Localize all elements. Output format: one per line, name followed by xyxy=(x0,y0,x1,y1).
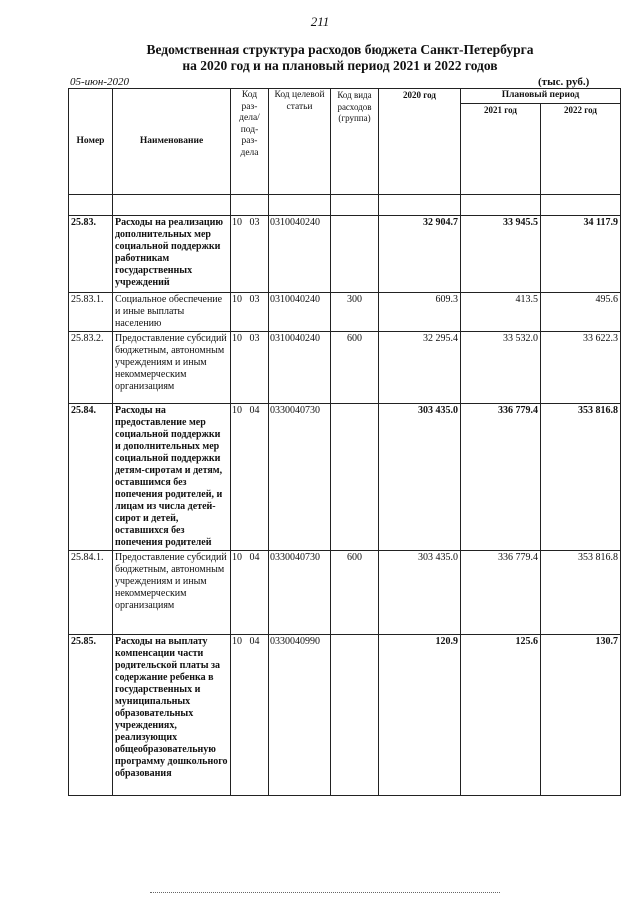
row-2020: 32 904.7 xyxy=(379,216,461,293)
table-row xyxy=(69,551,621,635)
row-razdel: 10 03 xyxy=(231,293,269,332)
header-vid: Код вида расходов (группа) xyxy=(331,89,379,195)
header-plan: Плановый период xyxy=(461,89,621,104)
row-number: 25.83.1. xyxy=(69,293,113,332)
header-name: Наименование xyxy=(113,89,231,195)
page-number: 211 xyxy=(310,14,330,29)
row-2021: 125.6 xyxy=(461,635,541,796)
header-tselevoy: Код целевой статьи xyxy=(269,89,331,195)
footer-scan-line xyxy=(150,892,500,895)
row-2022: 130.7 xyxy=(541,635,621,796)
row-name: Расходы на реализацию дополнительных мер социальной поддержки работникам государственных учреждений xyxy=(113,216,231,293)
row-2020: 120.9 xyxy=(379,635,461,796)
row-razdel: 10 04 xyxy=(231,404,269,551)
units-label: (тыс. руб.) xyxy=(538,76,590,88)
row-tselevoy: 0330040730 xyxy=(269,551,331,635)
row-vid xyxy=(331,216,379,293)
row-2021: 33 532.0 xyxy=(461,332,541,404)
row-2022: 495.6 xyxy=(541,293,621,332)
row-vid xyxy=(331,404,379,551)
row-2021: 336 779.4 xyxy=(461,404,541,551)
document-date: 05-июн-2020 xyxy=(70,76,130,88)
row-name: Предоставление субсидий бюджетным, автономным учреждениям и иным некоммерческим организациям xyxy=(113,332,231,404)
row-tselevoy: 0310040240 xyxy=(269,332,331,404)
row-name: Расходы на предоставление мер социальной поддержки и дополнительных мер социальной поддержки детям-сиротам и детям, оставшимся без попечения родителей, и лицам из числа детей-сирот и детей, оставшихся без попечения родителей xyxy=(113,404,231,551)
row-razdel: 10 04 xyxy=(231,551,269,635)
header-2022: 2022 год xyxy=(541,104,621,195)
title-line-1: Ведомственная структура расходов бюджета Санкт-Петербурга xyxy=(146,42,534,57)
header-2020: 2020 год xyxy=(379,89,461,195)
row-name: Социальное обеспечение и иные выплаты населению xyxy=(113,293,231,332)
row-name: Расходы на выплату компенсации части родительской платы за содержание ребенка в государственных и муниципальных образовательных учреждениях, реализующих общеобразовательную программу дошкольного образования xyxy=(113,635,231,796)
row-number: 25.85. xyxy=(69,635,113,796)
budget-table xyxy=(68,88,621,796)
row-number: 25.84. xyxy=(69,404,113,551)
row-vid: 600 xyxy=(331,332,379,404)
table-row xyxy=(69,216,621,293)
row-2020: 609.3 xyxy=(379,293,461,332)
row-razdel: 10 03 xyxy=(231,216,269,293)
row-razdel: 10 03 xyxy=(231,332,269,404)
row-vid xyxy=(331,635,379,796)
document-title xyxy=(0,42,640,74)
row-tselevoy: 0330040990 xyxy=(269,635,331,796)
row-2021: 413.5 xyxy=(461,293,541,332)
table-header xyxy=(69,89,621,195)
row-tselevoy: 0310040240 xyxy=(269,216,331,293)
row-2020: 303 435.0 xyxy=(379,404,461,551)
row-razdel: 10 04 xyxy=(231,635,269,796)
row-2022: 353 816.8 xyxy=(541,551,621,635)
row-number: 25.84.1. xyxy=(69,551,113,635)
title-line-2: на 2020 год и на плановый период 2021 и 2022 годов xyxy=(182,58,498,73)
row-2020: 303 435.0 xyxy=(379,551,461,635)
row-tselevoy: 0330040730 xyxy=(269,404,331,551)
row-name: Предоставление субсидий бюджетным, автономным учреждениям и иным некоммерческим организациям xyxy=(113,551,231,635)
table-row xyxy=(69,293,621,332)
row-number: 25.83. xyxy=(69,216,113,293)
table-row xyxy=(69,404,621,551)
table-row xyxy=(69,332,621,404)
header-nomer: Номер xyxy=(69,89,113,195)
header-razdel: Код раз-дела/ под-раз-дела xyxy=(231,89,269,195)
row-2021: 33 945.5 xyxy=(461,216,541,293)
header-2021: 2021 год xyxy=(461,104,541,195)
row-2022: 353 816.8 xyxy=(541,404,621,551)
table-row xyxy=(69,635,621,796)
row-vid: 300 xyxy=(331,293,379,332)
row-2021: 336 779.4 xyxy=(461,551,541,635)
row-vid: 600 xyxy=(331,551,379,635)
row-number: 25.83.2. xyxy=(69,332,113,404)
row-2022: 33 622.3 xyxy=(541,332,621,404)
row-tselevoy: 0310040240 xyxy=(269,293,331,332)
row-2022: 34 117.9 xyxy=(541,216,621,293)
row-2020: 32 295.4 xyxy=(379,332,461,404)
